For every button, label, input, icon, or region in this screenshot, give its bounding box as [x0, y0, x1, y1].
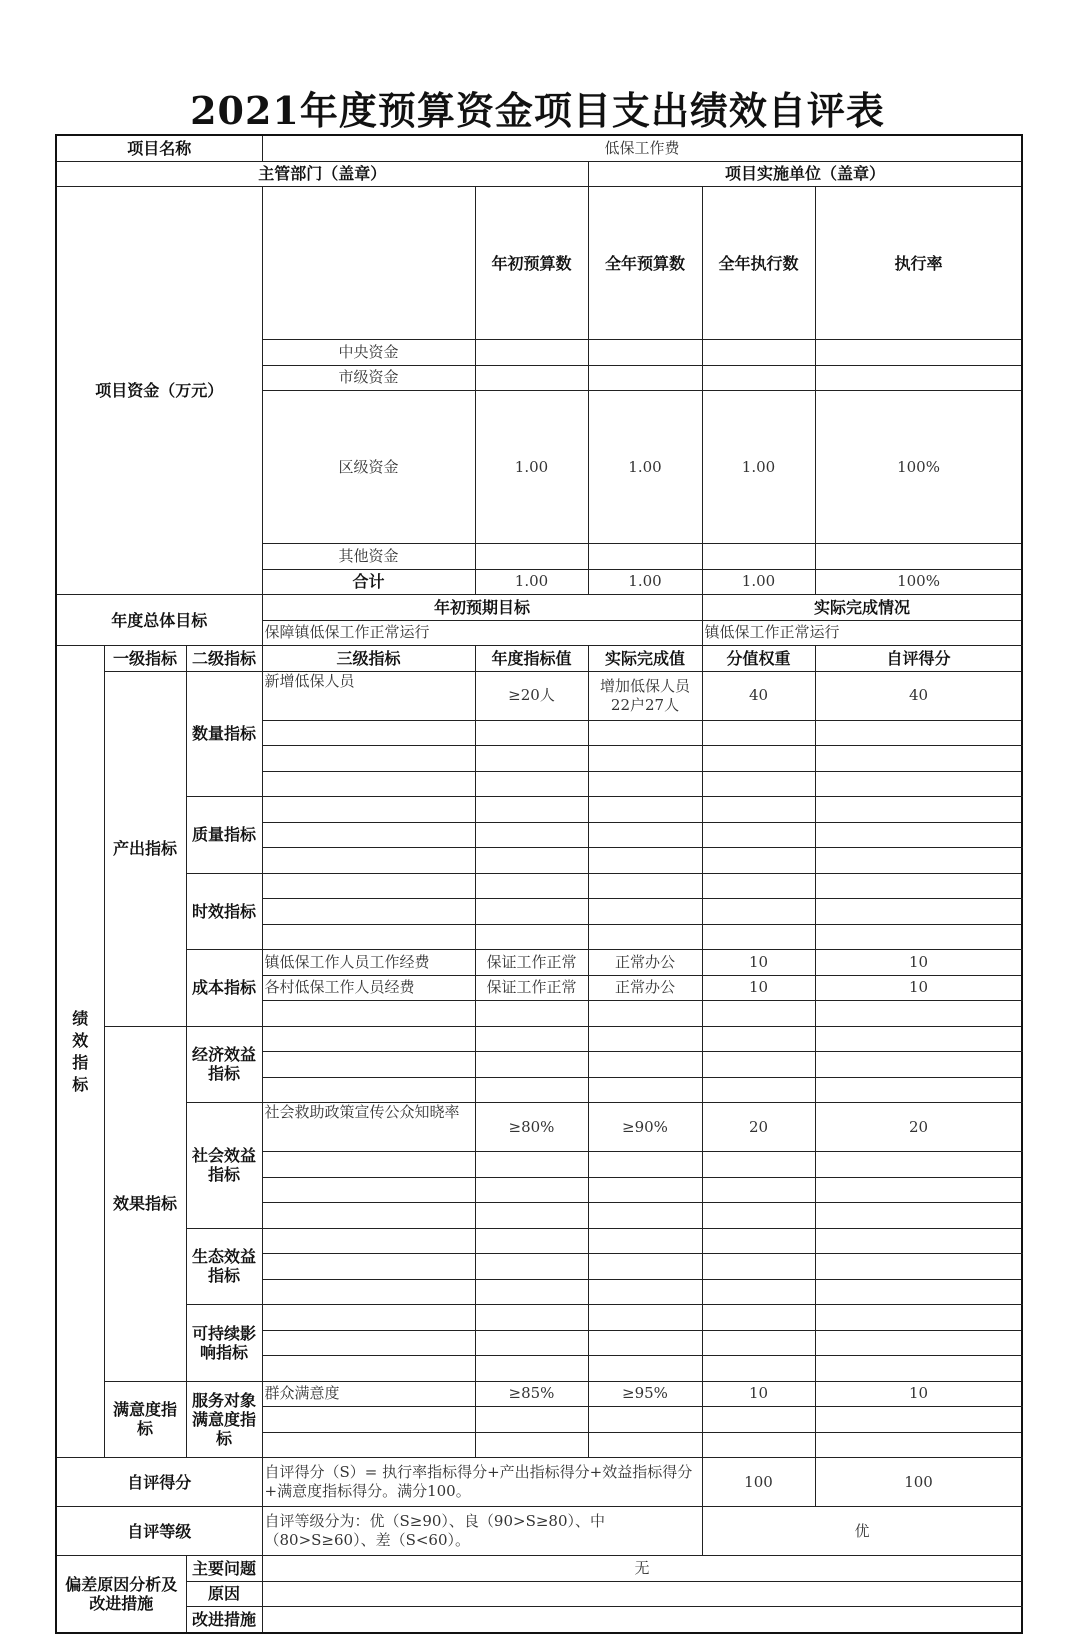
goal-label: 年度总体目标	[56, 595, 262, 646]
perf-cell: 10	[815, 950, 1022, 976]
perf-header: 分值权重	[702, 646, 815, 672]
funds-cell: 1.00	[475, 569, 588, 595]
funds-cell: 1.00	[475, 391, 588, 544]
perf-cell: ≥95%	[588, 1381, 702, 1407]
perf-header: 二级指标	[186, 646, 262, 672]
funds-cell	[475, 544, 588, 570]
l1-effect: 效果指标	[104, 1026, 186, 1381]
deviation-row	[56, 1556, 1022, 1582]
self-score-desc: 自评得分（S）= 执行率指标得分+产出指标得分+效益指标得分+满意度指标得分。满分100。	[262, 1458, 702, 1507]
perf-row	[56, 671, 1022, 720]
perf-header: 年度指标值	[475, 646, 588, 672]
perf-cell: 新增低保人员	[262, 671, 475, 720]
perf-cell: 正常办公	[588, 975, 702, 1001]
funds-row-name: 其他资金	[262, 544, 475, 570]
goal-actual-header: 实际完成情况	[702, 595, 1022, 621]
department-label: 主管部门（盖章）	[56, 161, 588, 187]
funds-row-name: 区级资金	[262, 391, 475, 544]
self-grade-desc: 自评等级分为：优（S≥90）、良（90>S≥80）、中（80>S≥60）、差（S<60）。	[262, 1507, 702, 1556]
funds-cell	[815, 340, 1022, 366]
funds-header-rate: 执行率	[815, 187, 1022, 340]
funds-cell: 100%	[815, 391, 1022, 544]
l2-cost: 成本指标	[186, 950, 262, 1027]
perf-cell: 镇低保工作人员工作经费	[262, 950, 475, 976]
perf-header: 实际完成值	[588, 646, 702, 672]
goal-expected: 保障镇低保工作正常运行	[262, 620, 702, 646]
funds-cell	[588, 365, 702, 391]
funds-header-initial: 年初预算数	[475, 187, 588, 340]
deviation-item: 改进措施	[186, 1607, 262, 1633]
perf-cell: ≥80%	[475, 1103, 588, 1152]
perf-header: 一级指标	[104, 646, 186, 672]
perf-cell: 正常办公	[588, 950, 702, 976]
funds-cell	[588, 544, 702, 570]
funds-cell	[475, 340, 588, 366]
deviation-value	[262, 1581, 1022, 1607]
perf-cell: ≥85%	[475, 1381, 588, 1407]
funds-label: 项目资金（万元）	[56, 187, 262, 595]
self-score-weight: 100	[702, 1458, 815, 1507]
self-score-value: 100	[815, 1458, 1022, 1507]
l2-social: 社会效益指标	[186, 1103, 262, 1229]
self-grade-value: 优	[702, 1507, 1022, 1556]
evaluation-table	[55, 134, 1023, 1634]
deviation-label: 偏差原因分析及改进措施	[56, 1556, 186, 1633]
funds-cell: 1.00	[702, 569, 815, 595]
funds-cell	[588, 340, 702, 366]
perf-cell: 40	[815, 671, 1022, 720]
funds-cell	[815, 365, 1022, 391]
funds-header-executed: 全年执行数	[702, 187, 815, 340]
perf-row	[56, 950, 1022, 976]
perf-cell: 社会救助政策宣传公众知晓率	[262, 1103, 475, 1152]
goal-actual: 镇低保工作正常运行	[702, 620, 1022, 646]
implementing-unit-label: 项目实施单位（盖章）	[588, 161, 1022, 187]
perf-cell: ≥90%	[588, 1103, 702, 1152]
perf-cell: 40	[702, 671, 815, 720]
goal-header-row	[56, 595, 1022, 621]
perf-header: 三级指标	[262, 646, 475, 672]
funds-row-name: 合计	[262, 569, 475, 595]
funds-row-name: 中央资金	[262, 340, 475, 366]
perf-row	[56, 1228, 1022, 1254]
perf-cell: 保证工作正常	[475, 950, 588, 976]
self-grade-label: 自评等级	[56, 1507, 262, 1556]
funds-cell	[475, 365, 588, 391]
perf-section-label: 绩效指标	[56, 646, 104, 1458]
perf-cell: ≥20人	[475, 671, 588, 720]
perf-cell: 增加低保人员22户27人	[588, 671, 702, 720]
perf-row	[56, 1026, 1022, 1052]
funds-cell: 1.00	[702, 391, 815, 544]
l2-service: 服务对象满意度指标	[186, 1381, 262, 1458]
project-name-row	[56, 135, 1022, 161]
funds-cell	[702, 365, 815, 391]
self-grade-row	[56, 1507, 1022, 1556]
funds-header-annual: 全年预算数	[588, 187, 702, 340]
deviation-item: 原因	[186, 1581, 262, 1607]
self-score-row	[56, 1458, 1022, 1507]
funds-header-row	[56, 187, 1022, 340]
perf-cell: 保证工作正常	[475, 975, 588, 1001]
l2-economic: 经济效益指标	[186, 1026, 262, 1103]
deviation-row	[56, 1581, 1022, 1607]
perf-cell: 20	[702, 1103, 815, 1152]
perf-row	[56, 1103, 1022, 1152]
perf-cell: 10	[702, 950, 815, 976]
perf-row	[56, 1305, 1022, 1331]
perf-row	[56, 1381, 1022, 1407]
perf-row	[56, 797, 1022, 823]
l2-quantity: 数量指标	[186, 671, 262, 797]
funds-cell	[702, 544, 815, 570]
self-score-label: 自评得分	[56, 1458, 262, 1507]
perf-row	[56, 873, 1022, 899]
l1-satisfaction: 满意度指标	[104, 1381, 186, 1458]
perf-cell: 10	[702, 1381, 815, 1407]
l2-ecological: 生态效益指标	[186, 1228, 262, 1305]
funds-blank-header	[262, 187, 475, 340]
deviation-row	[56, 1607, 1022, 1633]
project-name-label: 项目名称	[56, 135, 262, 161]
perf-cell: 各村低保工作人员经费	[262, 975, 475, 1001]
funds-cell	[815, 544, 1022, 570]
perf-cell: 10	[702, 975, 815, 1001]
l2-quality: 质量指标	[186, 797, 262, 874]
deviation-value	[262, 1607, 1022, 1633]
perf-cell: 群众满意度	[262, 1381, 475, 1407]
deviation-item: 主要问题	[186, 1556, 262, 1582]
l2-timeliness: 时效指标	[186, 873, 262, 950]
perf-cell: 10	[815, 975, 1022, 1001]
l2-sustainable: 可持续影响指标	[186, 1305, 262, 1382]
department-row	[56, 161, 1022, 187]
perf-header-row	[56, 646, 1022, 672]
perf-cell: 20	[815, 1103, 1022, 1152]
funds-cell: 1.00	[588, 569, 702, 595]
goal-expected-header: 年初预期目标	[262, 595, 702, 621]
deviation-value: 无	[262, 1556, 1022, 1582]
funds-cell	[702, 340, 815, 366]
funds-cell: 100%	[815, 569, 1022, 595]
project-name-value: 低保工作费	[262, 135, 1022, 161]
page-title: 2021年度预算资金项目支出绩效自评表	[190, 88, 885, 133]
funds-cell: 1.00	[588, 391, 702, 544]
funds-row-name: 市级资金	[262, 365, 475, 391]
l1-output: 产出指标	[104, 671, 186, 1026]
perf-header: 自评得分	[815, 646, 1022, 672]
perf-cell: 10	[815, 1381, 1022, 1407]
